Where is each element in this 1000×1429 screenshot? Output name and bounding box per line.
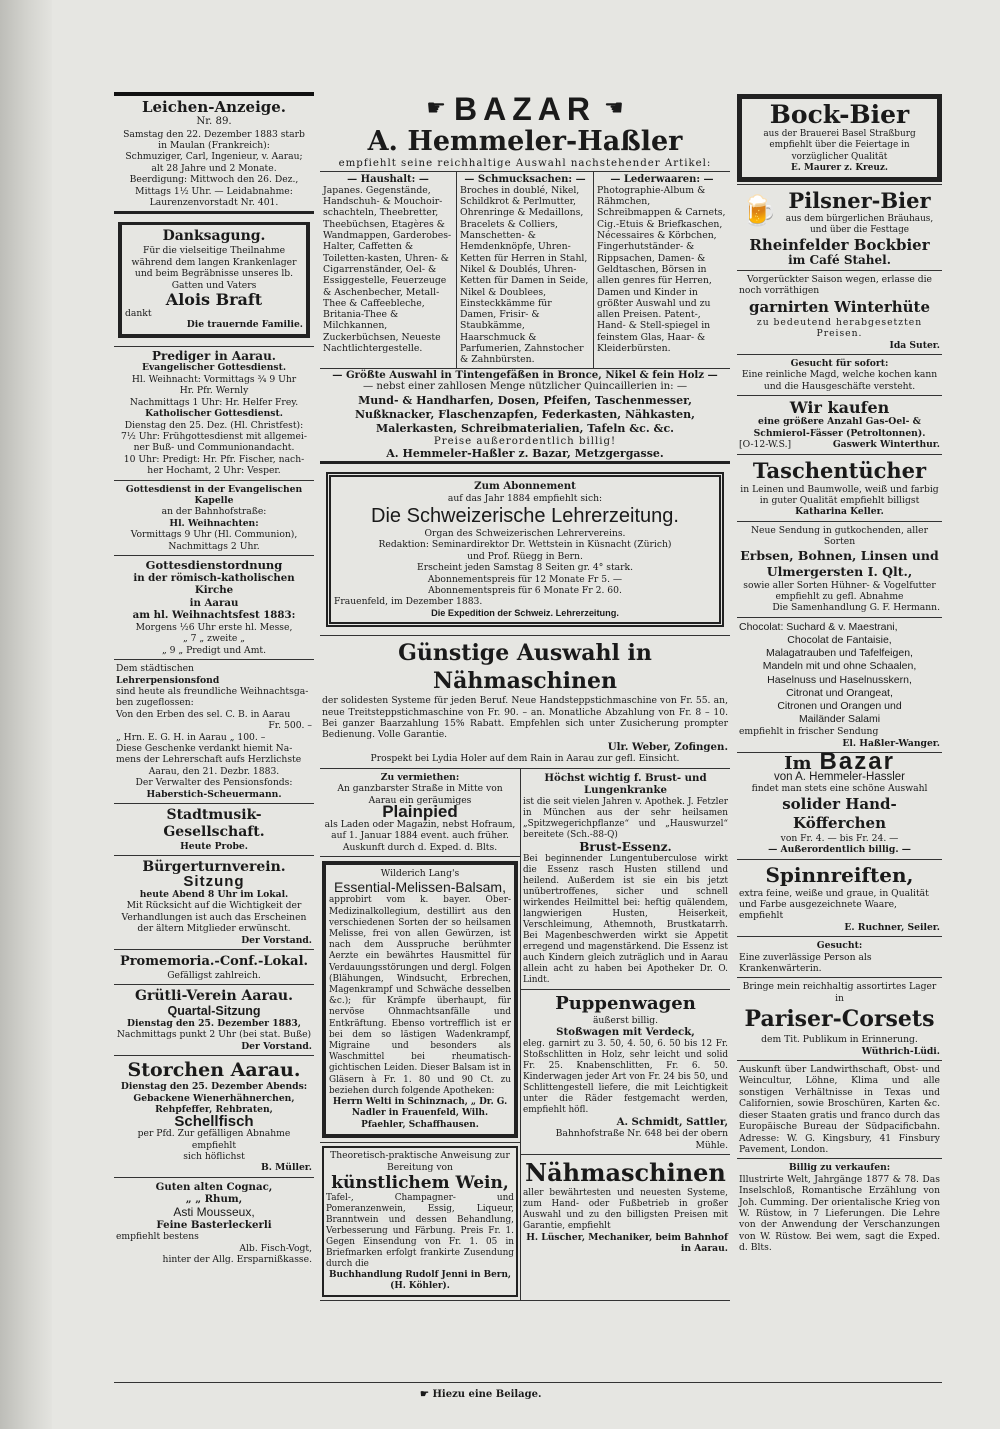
lz-exp: Die Expedition der Schweiz. Lehrerzeitung. [431,607,619,618]
ad-promemoria [114,950,314,985]
cognac-addr: hinter der Allg. Ersparnißkasse. [162,1253,312,1265]
choco-line: Haselnuss und Haselnusskern, [767,673,912,686]
gesucht-text: Eine zuverlässige Person als Krankenwärterin. [739,951,872,975]
naeh2-title: Nähmaschinen [525,1158,726,1188]
spinn-text: extra feine, weiße und graue, in Qualität und Farbe ausgezeichnete Waare, empfiehlt [739,887,929,922]
bazar-items: Mund- & Handharfen, Dosen, Pfeifen, Taschenmesser, Nußknacker, Flaschenzapfen, Federkasten, Nähkasten, Malerkasten, Schreibmaterialien, Tafeln &c. &c. [355,393,695,435]
ad-cognac [114,1178,314,1269]
ad-melissen [320,857,520,1143]
storchen-line2: per Pfd. Zur gefälligen Abnahme empfiehlt [137,1128,291,1151]
ad-gesucht [737,937,942,978]
promemoria-title: Promemoria.-Conf.-Lokal. [119,954,309,970]
puppen-text: eleg. garnirt zu 3. 50, 4. 50, 6. 50 bis 12 Fr. Stoßschlitten in Holz, sehr leicht und solid Fr. 25. Knabenschlitten, Fr. 6. 50. Kinderwagen jeder Art von Fr. 24 bis 50, und Schlittengestell liefere, die mit Leichtigkeit unter die Räder festgemacht werden, empfiehlt höfl. [523,1038,728,1115]
ordnung-title: Gottesdienstordnung [145,557,283,572]
amerika-text: Auskunft über Landwirthschaft, Obst- und Weincultur, Löhne, Klima und alle sonstigen Verhältnisse in Texas und Californien, sowie Broschüren, Karten &c. dieser Staaten gratis und franco durch das Europäische Bureau der Südpacificbahn. Adresse: W. G. Kingsbury, 41 Finsbury Pavement, London. [739,1064,940,1155]
ad-wein [320,1143,520,1300]
ordnung-line: in Aarau [189,596,239,609]
puppen-addr: Bahnhofstraße Nr. 648 bei der obern Mühle. [555,1128,728,1151]
ad-pariser-corsets [737,978,942,1061]
lz-p2: Abonnementspreis für 6 Monate Fr 2. 60. [428,585,622,597]
cognac-line: Feine Basterleckerli [156,1218,272,1231]
gruetli-sub: Quartal-Sitzung [167,1004,261,1019]
lehrer-line: Von den Erben des sel. C. B. in Aarau [116,708,291,720]
bazar-cat-head: — Haushalt: — [347,173,429,185]
storchen-line: Gebackene Wienerhähnerchen, [133,1092,295,1104]
gruetli-line: Nachmittags punkt 2 Uhr (bei stat. Buße) [116,1029,312,1041]
magd-text: Eine reinliche Magd, welche kochen kann und die Hausgeschäfte versteht. [741,369,938,392]
turn-title: Bürgerturnverein. [142,859,286,876]
pariser-title: Pariser-Corsets [744,1006,935,1033]
kapelle-title: Gottesdienst in der Evangelischen Kapelle [125,483,303,506]
mel-text: approbirt vom k. bayer. Ober-Medizinalkollegium, destillirt aus den verschiedenen Sorten der so heilsamen Melisse, frei von allen Gewürzen, ist nach dem Ausspruche berühmter Aerzte ein bewährtes Hausmittel für Verdauungsstörungen und dergl. Folgen (Blähungen, Windsucht, Erbrechen, Magenkrampf und Schwäche desselben &c.); für Krämpfe überhaupt, für nervöse Ohnmachtsanfälle und Entkräftung. Ebenso vortrefflich ist er bei dem so lästigen Wadenkrampf, Migraine und besonders als Waschmittel bei rheumatisch-gichtischen Leiden. Dieser Balsam ist in Gläsern à Fr. 1. 80 und 90 Ct. zu beziehen durch folgende Apotheken: [329,895,511,1096]
ad-buergerturnverein [114,856,314,950]
lz-ersch: Erscheint jeden Samstag 8 Seiten gr. 4° stark. [416,562,634,574]
bazar-sig: A. Hemmeler-Haßler z. Bazar, Metzgergasse. [386,447,664,461]
ad-spinnreiften [737,860,942,938]
naeh-prosp: Prospekt bei Lydia Holer auf dem Rain in Aarau zur gefl. Einsicht. [370,753,680,765]
storchen-line2: sich höflichst [183,1150,245,1162]
ad-lehrerzeitung [320,464,730,636]
imbazar-im: Im [784,753,812,775]
brust-title: Höchst wichtig f. Brust- und Lungenkranke [544,771,707,797]
lz-p1: Abonnementspreis für 12 Monate Fr 5. — [427,573,623,585]
lehrer-title: Lehrerpensionsfond [116,674,220,686]
tuecher-sig: Katharina Keller. [795,506,884,518]
pointing-hand-icon: ☛ [420,1389,429,1400]
dank-title: Danksagung. [162,228,266,245]
ad-vermiethen [320,769,520,857]
pointing-hand-right-icon: ☛ [426,96,446,121]
bazar-title: BAZAR [454,92,596,127]
bock-sig: E. Maurer z. Kreuz. [791,163,888,174]
erbsen-title: Erbsen, Bohnen, Linsen und Ulmergersten I. Qlt., [740,547,939,579]
kapelle-line: Nachmittags 2 Uhr. [168,540,260,552]
ad-puppenwagen [521,990,730,1155]
ad-winterhuete [737,271,942,355]
huete-title: garnirten Winterhüte [748,297,931,316]
leichen-nr: Nr. 89. [196,116,232,127]
lz-organ: Organ des Schweizerischen Lehrervereins. [424,528,626,540]
mel-apo: Herrn Welti in Schinznach, „ Dr. G. Nadler in Frauenfeld, Wilh. Pfaehler, Schaffhausen. [332,1096,508,1130]
lz-sub: auf das Jahr 1884 empfiehlt sich: [447,492,603,504]
dank-line: während dem langen Krankenlager [131,256,297,268]
lehrer-line: sind heute als freundliche Weihnachtsga- [116,685,309,697]
lz-red2: und Prof. Rüegg in Bern. [467,550,583,562]
choco-line: Mailänder Salami [798,713,881,726]
cognac-sig: Alb. Fisch-Vogt, [239,1242,312,1254]
bazar-categories [320,171,730,369]
bottom-rule [114,1382,942,1383]
lehrer-line: Fr. 500. – [268,720,312,732]
leichen-line: Beerdigung: Mittwoch den 26. Dez., [129,174,299,186]
bazar-cat-text: Photographie-Album & Rähmchen, Schreibmappen & Carnets, Cig.-Etuis & Briefkaschen, Nécessaires & Körbchen, Fingerhutständer- & Rippsachen, Damen- & Geldtaschen, Börsen in allen genres für Herren, Damen und Kinder in größter Auswahl und zu allen Preisen. Patent-, Hand- & Stell-spiegel in feinstem Glas, Haar- & Kleiderbürsten. [597,184,726,355]
tuecher-title: Taschentücher [752,457,927,483]
pariser-sig: Wüthrich-Lüdi. [861,1045,940,1057]
ordnung-line: in der römisch-katholischen Kirche [133,571,295,597]
ordnung-line: „ 7 „ zweite „ [182,633,245,645]
ad-wir-kaufen [737,396,942,454]
huete-text: zu bedeutend herabgesetzten Preisen. [756,316,923,340]
turn-sig: Der Vorstand. [241,934,312,946]
huete-line: Vorgerückter Saison wegen, erlasse die [747,274,932,286]
magd-title: Gesucht für sofort: [790,358,889,370]
lehrer-line: ben zugeflossen: [116,697,194,709]
storchen-fisch: Schellfisch [174,1112,254,1130]
choco-line: Citronen und Orangen und [777,699,902,712]
stadtmusik-line: Heute Probe. [180,841,248,853]
brust-text2: Bei beginnender Lungentuberculose wirkt die Essenz rasch Husten stillend und heilend. Außerdem ist sie ein bis jetzt unübertroffenes, sicher und schnell wirkendes Heilmittel bei: heftig quälendem, langwierigen Husten, Heiserkeit, Verschleimung, Athemnoth, Brustkatarrh. Bei Magenbeschwerden wirkt sie Appetit erregend und magenstärkend. Die Essenz ist auch Kindern gleich zuträglich und in Aarau allein acht zu haben bei Apotheker Dr. O. Lindt. [523,853,728,985]
bock-text: aus der Brauerei Basel Straßburg empfiehlt über die Feiertage in vorzüglicher Qualität [763,129,916,162]
column-right [737,92,942,1257]
ad-erbsen [737,522,942,618]
choco-text: empfiehlt in frischer Sendung [739,726,879,738]
vermiet-line2: Auskunft durch d. Exped. d. Blts. [342,841,498,853]
naeh-sig: Ulr. Weber, Zofingen. [607,740,728,753]
storchen-line: Dienstag den 25. Dezember Abends: [120,1081,308,1093]
huete-sig: Ida Suter. [889,339,940,351]
kaufen-text: eine größere Anzahl Gas-Oel- & Schmierol-Fässer (Petroltonnen). [753,416,926,439]
imbazar-text2: von Fr. 4. — bis Fr. 24. — [780,832,899,844]
cognac-line: empfiehlt bestens [116,1231,199,1243]
storchen-sig: B. Müller. [260,1162,312,1174]
prediger-line: Hr. Pfr. Wernly [179,385,249,397]
ad-gruetli [114,985,314,1056]
kapelle-line: an der Bahnhofstraße: [161,506,267,518]
bazar-intro: empfiehlt seine reichhaltige Auswahl nachstehender Artikel: [338,158,712,169]
ad-gottesdienst-kapelle [114,481,314,556]
ad-bockbier [737,92,942,185]
imbazar-title: Bazar [819,753,895,776]
ordnung-line: am hl. Weihnachtsfest 1883: [132,609,296,622]
verkauf-text: Illustrirte Welt, Jahrgänge 1877 & 78. Das Inselschloß, Romantische Erzählung von Joh. Cumming. Der orientalische Krieg von W. Rüstow, in 7 Lieferungen. Die Lehre von der Anwendung der Verschanzungen von W. Rüstow. Bei wem, sagt die Exped. d. Blts. [739,1173,940,1254]
turn-line: Mit Rücksicht auf die Wichtigkeit der [126,900,302,912]
leichen-title: Leichen-Anzeige. [141,98,287,116]
prediger-line: 7½ Uhr: Frühgottesdienst mit allgemei- [121,430,307,442]
ad-amerika [737,1061,942,1159]
gruetli-sig: Der Vorstand. [241,1040,312,1052]
bazar-grossest: — Größte Auswahl in Tintengefäßen in Bronce, Nikel & fein Holz — [332,368,718,381]
prediger-line: Dienstag den 25. Dez. (Hl. Christfest): [124,419,304,431]
huete-line: noch vorräthigen [739,285,820,297]
brust-title2: Brust-Essenz. [579,840,672,855]
ad-leichen [114,92,314,214]
storchen-title: Storchen Aarau. [127,1059,301,1082]
prediger-line: her Hochamt, 2 Uhr: Vesper. [147,465,281,477]
bazar-nebst: — nebst einer zahllosen Menge nützlicher Quincaillerien in: — [362,381,688,393]
pilsner-sig: im Café Stahel. [788,253,891,268]
imbazar-firm: von A. Hemmeler-Hassler [773,770,905,783]
choco-line: Chocolat: Suchard & v. Maestrani, [739,620,898,633]
bazar-cat-head: — Schmucksachen: — [464,173,586,185]
dank-dankt: dankt [125,308,152,320]
column-middle [320,92,730,1301]
ad-stadtmusik [114,804,314,856]
dank-sig: Die trauernde Familie. [186,319,303,331]
naeh-title: Günstige Auswahl in Nähmaschinen [398,640,652,695]
choco-line: Mandeln mit und ohne Schaalen, [762,660,917,673]
bock-title: Bock-Bier [769,100,910,129]
gesucht-title: Gesucht: [816,940,863,952]
lehrer-line: mens der Lehrerschaft aufs Herzlichste [116,754,302,766]
lehrer-line: Dem städtischen [116,663,194,675]
ordnung-line: „ 9 „ Predigt und Amt. [161,644,267,656]
bazar-cat-text: Broches in doublé, Nikel, Schildkrot & Perlmutter, Ohrenringe & Medaillons, Bracelets & Colliers, Manschetten- & Hemdenknöpfe, Uhren-Ketten für Herren in Stahl, Nikel & Doublés, Uhren-Ketten für Damen in Seide, Nikel & Doublees, Einsteckkämme für Damen, Frisir- & Staubkämme, Haarschmuck & Parfumerien, Zahnstocher & Zahnbürsten. [460,184,589,366]
vermiet-line2: auf 1. Januar 1884 event. auch früher. [331,830,509,842]
lehrer-line: Haberstich-Scheuermann. [146,788,282,800]
turn-line: Verhandlungen ist auch das Erscheinen [121,911,307,923]
wein-sig: Buchhandlung Rudolf Jenni in Bern, (H. Köhler). [329,1270,511,1292]
erbsen-sig: Die Samenhandlung G. F. Hermann. [772,602,940,614]
ad-magd [737,355,942,396]
pointing-hand-left-icon: ☚ [603,96,624,121]
monk-icon: 🍺 [740,193,778,229]
choco-line: Citronat und Orangeat, [786,686,893,699]
gruetli-title: Grütli-Verein Aarau. [135,988,293,1005]
puppen-sig: A. Schmidt, Sattler, [616,1115,728,1128]
pariser-top: Bringe mein reichhaltig assortirtes Lager in [742,981,937,1004]
naeh-text: der solidesten Systeme für jeden Beruf. Neue Handsteppstichmaschine von Fr. 55. an, neue Treitsteppstichmaschine von Fr. 90. – an. Monatliche Abzahlung von Fr. 8 – 10. Bei ganzer Baarzahlung 15% Rabatt. Empfehlen sich unter Zusicherung prompter Bedienung. Volle Garantie. [322,695,728,741]
leichen-line: alt 28 Jahre und 2 Monate. [151,162,277,174]
lehrer-line: Diese Geschenke verdankt hiemit Na- [116,743,293,754]
ad-chocolat [737,618,942,753]
naeh2-sig: H. Lüscher, Mechaniker, beim Bahnhof in Aarau. [526,1232,728,1255]
tuecher-text: in Leinen und Baumwolle, weiß und farbig in guter Qualität empfiehlt billigst [740,483,939,506]
bazar-cat-text: Japanes. Gegenstände, Handschuh- & Mouchoir-schachteln, Theebretter, Theebüchsen, Etagères & Wandmappen, Garderobes-Halter, Caffetten & Toiletten-kasten, Uhren- & Cigarrenständer, Oel- & Essiggestelle, Feuerzeuge & Aschenbecher, Metall-Thee & Caffeebleche, Britania-Thee & Milchkannen, Zuckerbüchsen, Neueste Nachtlichtergestelle. [323,184,452,355]
pilsner-title: Pilsner-Bier [788,187,931,213]
spinn-title: Spinnreiften, [765,862,914,887]
mel-top: Wilderich Lang's [380,867,460,879]
prediger-line: Katholischer Gottesdienst. [145,408,283,420]
prediger-title: Prediger in Aarau. [151,348,276,363]
leichen-line: Laurenzenvorstadt Nr. 401. [149,197,279,209]
lehrer-line: Der Verwalter des Pensionsfonds: [135,777,293,789]
ad-prediger [114,347,314,481]
ad-pilsner [737,185,942,271]
leichen-line: Schmuziger, Carl, Ingenieur, v. Aarau; [125,151,303,163]
wein-text: Tafel-, Champagner- und Pomeranzenwein, Essig, Liqueur, Branntwein und dessen Behandlung, Verbesserung und Färbung. Preis Fr. 1. Gegen Einsendung von Fr. 1. 05 in Briefmarken erfolgt frankirte Zusendung durch die [326,1193,514,1270]
stadtmusik-title: Stadtmusik-Gesellschaft. [163,807,265,841]
ad-storchen [114,1056,314,1177]
prediger-line: Hl. Weihnacht: Vormittags ¾ 9 Uhr [131,373,297,385]
ad-bazar [320,92,730,464]
promemoria-line: Gefälligst zahlreich. [167,970,261,982]
kaufen-sig: Gaswerk Winterthur. [832,439,940,451]
cognac-line: „ „ Rhum, [185,1193,243,1206]
cognac-line: Asti Mousseux, [173,1204,255,1219]
leichen-line: Samstag den 22. Dezember 1883 starb [123,128,305,140]
wein-title: künstlichem Wein, [331,1173,509,1194]
lz-title: Die Schweizerische Lehrerzeitung. [371,505,679,528]
imbazar-text: findet man stets eine schöne Auswahl [751,783,928,795]
dank-line: Für die vielseitige Theilnahme [142,245,286,257]
leichen-line: Mittags 1½ Uhr. — Leidabnahme: [135,185,293,197]
dank-name: Alois Braft [165,290,263,310]
ad-verkauf [737,1159,942,1256]
column-left [114,92,314,1268]
ordnung-line: Morgens ½6 Uhr erste hl. Messe, [135,621,293,633]
choco-sig: El. Haßler-Wanger. [842,737,940,749]
bazar-cat-head: — Lederwaaren: — [610,173,714,185]
ad-lehrerpension [114,660,314,804]
ad-gottesdienstordnung [114,556,314,660]
ad-taschentuecher [737,455,942,522]
dank-line: und beim Begräbnisse unseres lb. [134,268,294,280]
vermiet-line: An ganzbarster Straße in Mitte von [337,783,503,795]
lz-red: Redaktion: Seminardirektor Dr. Wettstein in Küsnacht (Zürich) [378,539,672,551]
choco-line: Chocolat de Fantaisie, [787,633,892,646]
erbsen-line: Neue Sendung in gutkochenden, aller Sorten [751,524,928,548]
storchen-line: Rehpfeffer, Rehbraten, [155,1104,273,1116]
prediger-line: Nachmittags 1 Uhr: Hr. Helfer Frey. [129,396,299,408]
lehrer-line: Aarau, den 21. Dezbr. 1883. [148,765,280,777]
pilsner-text: aus dem bürgerlichen Bräuhaus, und über die Festtage [785,213,934,236]
footer-note [420,1389,542,1400]
bazar-preise: Preise außerordentlich billig! [433,435,617,447]
prediger-line: Evangelischer Gottesdienst. [141,362,287,374]
turn-sub: Sitzung [183,873,245,891]
kaufen-title: Wir kaufen [789,398,890,418]
pariser-text: dem Tit. Publikum in Erinnerung. [761,1034,918,1046]
ad-brust [521,769,730,990]
erbsen-text: sowie aller Sorten Hühner- & Vogelfutter empfiehlt zu gefl. Abnahme [743,579,936,602]
mel-title: Essential-Melissen-Balsam, [334,879,506,896]
spinn-sig: E. Ruchner, Seiler. [844,921,940,933]
turn-line: heute Abend 8 Uhr im Lokal. [139,889,289,901]
ad-naehmaschinen-luescher [521,1155,730,1258]
naeh2-text: aller bewährtesten und neuesten Systeme, zum Hand- oder Fußbetrieb in großer Auswahl und zu den billigsten Preisen mit Garantie, empfiehlt [523,1188,728,1232]
kapelle-line: Vormittags 9 Uhr (Hl. Communion), [130,529,298,541]
ad-im-bazar [737,753,942,859]
turn-line: der ältern Mitglieder erwünscht. [137,923,291,935]
binding-edge [0,0,52,1429]
pilsner-title2: Rheinfelder Bockbier [749,236,930,255]
gruetli-line: Dienstag den 25. Dezember 1883, [127,1018,301,1030]
puppen-title2: Stoßwagen mit Verdeck, [556,1026,695,1039]
imbazar-title2: solider Hand-Köfferchen [782,794,897,832]
imbazar-sig: — Außerordentlich billig. — [768,844,911,856]
lz-top: Zum Abonnement [474,480,576,493]
lehrer-line: „ Hrn. E. G. H. in Aarau „ 100. – [116,731,266,743]
vermiet-line: Aarau ein geräumiges [368,794,472,806]
vermiet-title: Zu vermiethen: [380,771,460,783]
kaufen-ref: [O-12-W.S.] [739,439,792,451]
brust-text: ist die seit vielen Jahren v. Apothek. J. Fetzler in München aus der sehr heilsamen „Spitzwegerichpflanze“ und „Hauswurzel“ bereitete (Sch.-88-Q) [523,797,728,841]
ad-naehmaschinen-weber [320,636,730,769]
prediger-line: 10 Uhr: Predigt: Hr. Pfr. Fischer, nach- [123,453,305,465]
choco-line: Malagatrauben und Tafelfeigen, [766,647,913,660]
verkauf-title: Billig zu verkaufen: [788,1162,891,1174]
vermiet-line2: als Laden oder Magazin, nebst Hofraum, [324,818,516,830]
lz-ort: Frauenfeld, im Dezember 1883. [334,596,483,608]
vermiet-big: Plainpied [382,802,458,822]
puppen-sub: äußerst billig. [592,1014,659,1026]
leichen-line: in Maulan (Frankreich): [158,140,270,151]
wein-line: Theoretisch-praktische Anweisung zur Bereitung von [330,1150,510,1173]
cognac-line: Guten alten Cognac, [155,1180,273,1193]
puppen-title: Puppenwagen [555,992,696,1014]
kapelle-line: Hl. Weihnachten: [169,517,259,529]
bazar-firm: A. Hemmeler-Haßler [367,126,683,157]
prediger-line: ner Buß- und Communionandacht. [133,442,295,454]
footer-text: Hiezu eine Beilage. [432,1389,542,1400]
ad-danksagung [114,214,314,346]
dank-line: Gatten und Vaters [171,279,257,291]
